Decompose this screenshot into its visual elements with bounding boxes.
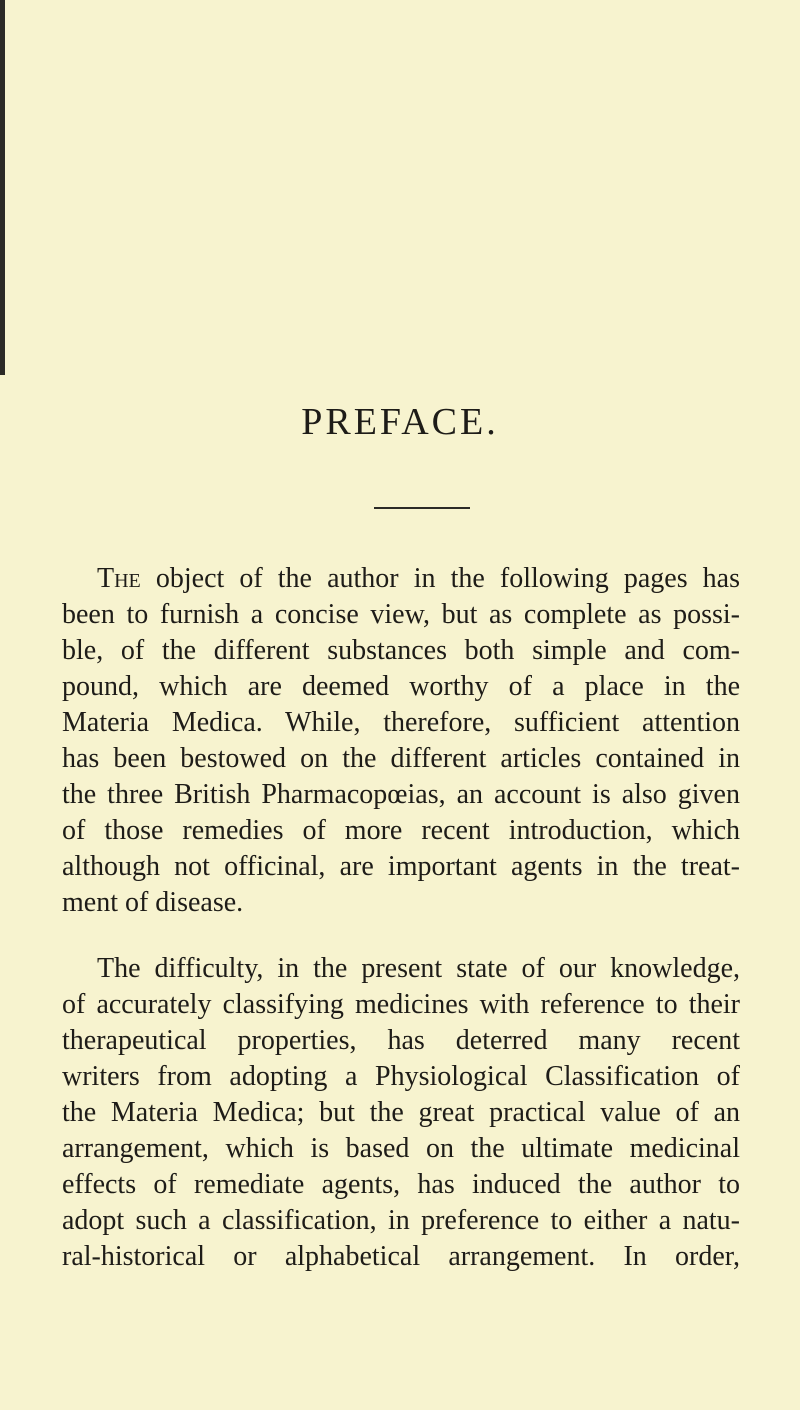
paragraph-1-line-4: pound, which are deemed worthy of a place in the (62, 671, 740, 702)
paragraph-2-line-8: adopt such a classification, in preference to either a natu- (62, 1205, 740, 1236)
paragraph-2-line-6: arrangement, which is based on the ultimate medicinal (62, 1133, 740, 1164)
paragraph-1-line-6: has been bestowed on the different articles contained in (62, 743, 740, 774)
paragraph-2-line-3: therapeutical properties, has deterred many recent (62, 1025, 740, 1056)
paragraph-2-line-5: the Materia Medica; but the great practical value of an (62, 1097, 740, 1128)
paragraph-1-line-2: been to furnish a concise view, but as complete as possi- (62, 599, 740, 630)
paragraph-1-line-10: ment of disease. (62, 887, 244, 918)
paragraph-2-line-9: ral-historical or alphabetical arrangement. In order, (62, 1241, 740, 1272)
paragraph-2-line-1: The difficulty, in the present state of our knowledge, (97, 953, 740, 984)
paragraph-2-line-4: writers from adopting a Physiological Classification of (62, 1061, 740, 1092)
lead-word: The (97, 563, 141, 594)
paragraph-1-line-8: of those remedies of more recent introduction, which (62, 815, 740, 846)
page-title: PREFACE. (301, 401, 499, 443)
title-rule (374, 507, 470, 509)
paragraph-1-line-9: although not officinal, are important agents in the treat- (62, 851, 740, 882)
paragraph-2-line-2: of accurately classifying medicines with reference to their (62, 989, 740, 1020)
paragraph-2-line-7: effects of remediate agents, has induced the author to (62, 1169, 740, 1200)
page-edge-shadow (0, 0, 5, 375)
paragraph-1-line-7: the three British Pharmacopœias, an account is also given (62, 779, 740, 810)
paragraph-1-line-1: The object of the author in the following pages has (97, 563, 741, 594)
paragraph-1-line-3: ble, of the different substances both simple and com- (62, 635, 740, 666)
paragraph-1-line-5: Materia Medica. While, therefore, sufficient attention (62, 707, 740, 738)
